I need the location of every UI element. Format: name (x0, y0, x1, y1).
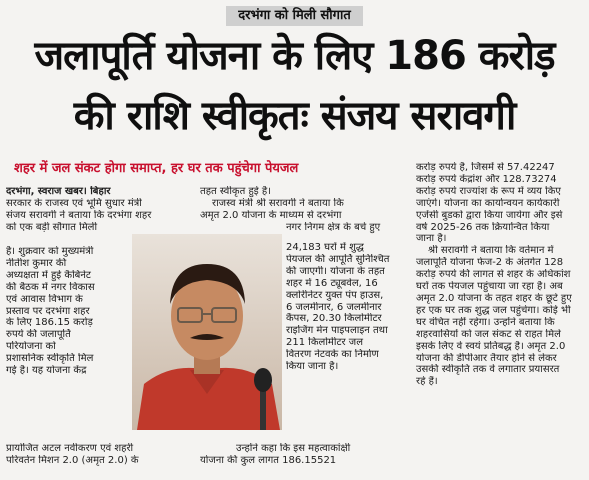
text-line: प्रस्ताव पर दरभंगा शहर (6, 305, 90, 317)
text-line: राइजिंग मेन पाइपलाइन तथा (286, 325, 388, 337)
minister-photo (132, 234, 282, 430)
text-line: वर्ष 2025-26 तक क्रियान्वित किया (416, 221, 550, 233)
text-line: के लिए 186.15 करोड़ (6, 317, 93, 329)
text-line: गई है। यह योजना केंद्र (6, 365, 87, 377)
text-line: वितरण नेटवर्क का निर्माण (286, 349, 379, 361)
text-line: योजना की कुल लागत 186.15521 (200, 454, 337, 466)
text-line: जाना है। (416, 233, 447, 245)
text-line: नगर निगम क्षेत्र के बचे हुए (286, 221, 381, 233)
text-line: 24,183 घरों में शुद्ध (286, 242, 364, 253)
text-line: है। शुक्रवार को मुख्यमंत्री (6, 246, 94, 257)
text-line: नीतीश कुमार की (6, 257, 67, 269)
kicker-label: दरभंगा को मिली सौगात (226, 6, 363, 26)
text-line: पेयजल की आपूर्ति सुनिश्चित (286, 253, 390, 265)
text-line: को एक बड़ी सौगात मिली (6, 221, 98, 233)
text-line: कैंपस, 20.30 किलोमीटर (286, 313, 382, 325)
text-line: उन्होंने कहा कि इस महत्वाकांक्षी (236, 443, 351, 454)
text-line: अमृत 2.0 योजना के माध्यम से दरभंगा (200, 209, 342, 221)
subheadline: शहर में जल संकट होगा समाप्त, हर घर तक पहुंचेगा पेयजल (14, 161, 299, 176)
text-line: एवं आवास विभाग के (6, 293, 83, 305)
article-column-2-bottom (200, 443, 412, 467)
article-column-2-top (200, 186, 410, 234)
text-line: अमृत 2.0 योजना के तहत शहर के छूटे हुए (416, 292, 572, 304)
text-line: सरकार के राजस्व एवं भूमि सुधार मंत्री (6, 197, 142, 209)
headline-line-1: जलापूर्ति योजना के लिए 186 करोड़ (34, 33, 555, 79)
dateline: दरभंगा, स्वराज खबर। बिहार (6, 186, 111, 197)
text-line: श्री सरावगी ने बताया कि वर्तमान में (428, 245, 554, 257)
text-line: की बैठक में नगर विकास (6, 281, 95, 293)
text-line: किया जाना है। (286, 361, 339, 373)
text-line: रुपये की जलापूर्ति (6, 329, 71, 341)
portrait-illustration (132, 234, 282, 430)
article-column-1-wrap (6, 246, 128, 377)
text-line: रहे हैं। (416, 376, 438, 388)
article-column-1-bottom (6, 443, 196, 467)
kicker-wrap (0, 4, 589, 26)
headline-line-2: की राशि स्वीकृतः संजय सरावगी (73, 93, 516, 139)
text-line: क्लोरीनेटर युक्त पंप हाउस, (286, 289, 384, 301)
text-line: प्रशासनिक स्वीकृति मिल (6, 353, 94, 365)
text-line: करोड़ रुपये राज्यांश के रूप में व्यय किए (416, 185, 561, 197)
text-line: जाएंगे। योजना का कार्यान्वयन कार्यकारी (416, 197, 560, 209)
text-line: इसके लिए वे स्वयं प्रतिबद्ध है। अमृत 2.0 (416, 340, 566, 352)
text-line: राजस्व मंत्री श्री सरावगी ने बताया कि (212, 197, 344, 209)
text-line: जलापूर्ति योजना फेज-2 के अंतर्गत 128 (416, 257, 564, 269)
text-line: 211 किलोमीटर जल (286, 337, 363, 349)
text-line: शहर में 16 ट्यूबवेल, 16 (286, 277, 378, 289)
text-line: करोड़ रुपये की लागत से शहर के अधिकांश (416, 269, 571, 281)
text-line: शहरवासियों को जल संकट से राहत मिले (416, 328, 561, 340)
text-line: योजना की डीपीआर तैयार होने से लेकर (416, 352, 557, 364)
text-line: प्रायोजित अटल नवीकरण एवं शहरी (6, 443, 134, 454)
article-column-3 (416, 162, 586, 388)
text-line: परियोजना को (6, 341, 56, 353)
text-line: करोड़ रुपये है, जिसमें से 57.42247 (416, 162, 555, 173)
text-line: घरों तक पेयजल पहुंचाया जा रहा है। अब (416, 281, 563, 293)
text-line: तहत स्वीकृत हुई है। (200, 186, 271, 197)
text-line: अध्यक्षता में हुई कैबिनेट (6, 269, 91, 281)
text-line: उसकी स्वीकृति तक वे लगातार प्रयासरत (416, 364, 560, 376)
text-line: एजेंसी बुडको द्वारा किया जायेगा और इसे (416, 209, 563, 221)
text-line: घर वंचित नहीं रहेगा। उन्होंने बताया कि (416, 316, 555, 328)
text-line: हर एक घर तक शुद्ध जल पहुंचेगा। कोई भी (416, 304, 571, 316)
text-line: संजय सरावगी ने बताया कि दरभंगा शहर (6, 209, 152, 221)
text-line: परिवर्तन मिशन 2.0 (अमृत 2.0) के (6, 454, 139, 466)
text-line: की जाएगी। योजना के तहत (286, 265, 385, 277)
article-column-2-wrap (286, 242, 412, 373)
article-column-1-top (6, 186, 202, 234)
text-line: करोड़ रुपये केंद्रांश और 128.73274 (416, 173, 557, 185)
text-line: 6 जलमीनार, 6 जलमीनार (286, 301, 382, 313)
